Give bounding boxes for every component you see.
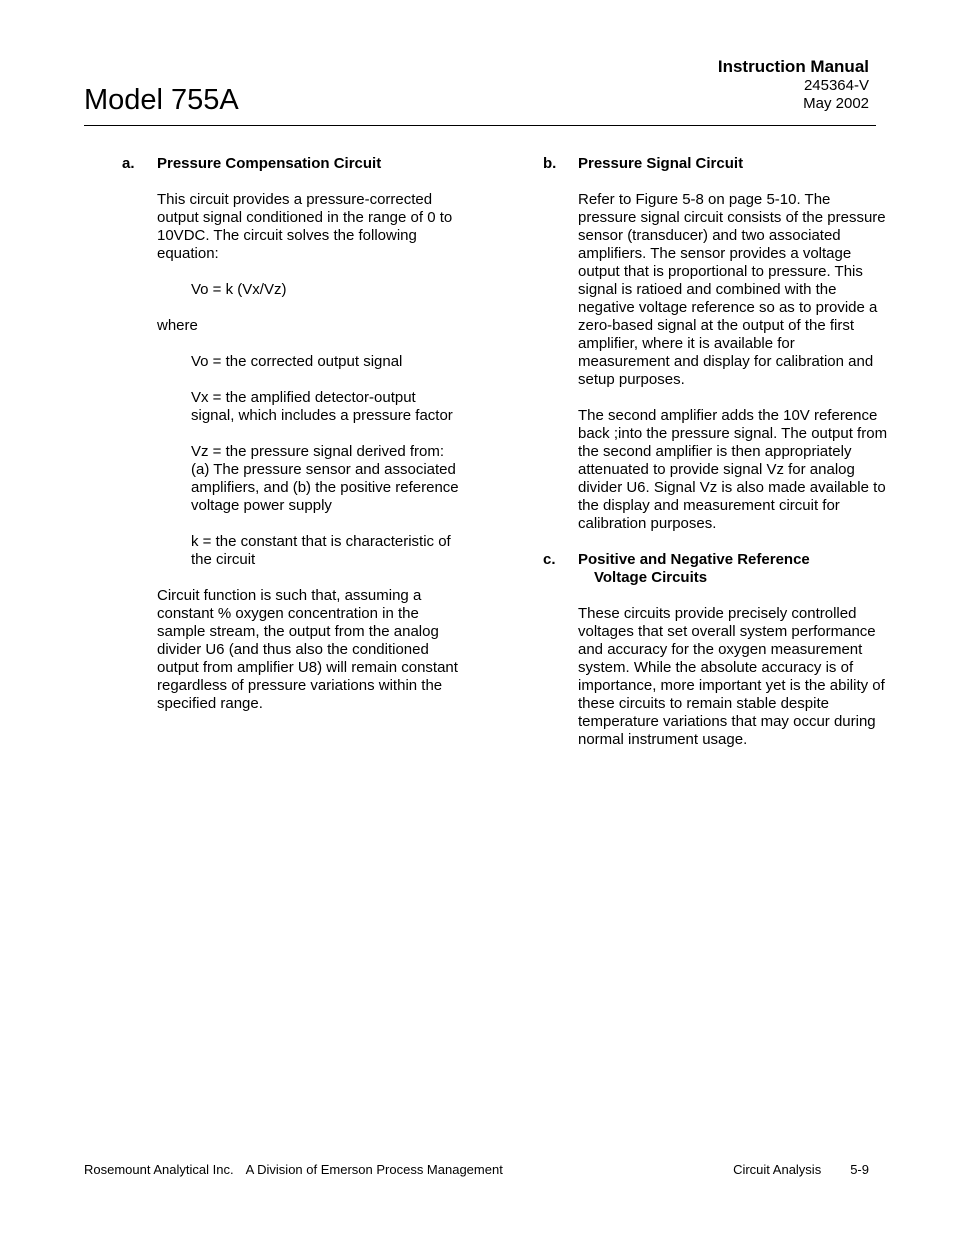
section-b-title: Pressure Signal Circuit: [578, 155, 744, 172]
footer-section: Circuit Analysis: [733, 1162, 822, 1177]
definition-vz: Vz = the pressure signal derived from: (a) The pressure sensor and associated amplifiers, and (b) the positive reference voltage power supply: [191, 443, 459, 514]
section-c-heading: [543, 551, 888, 587]
document-header: [718, 57, 869, 113]
section-c-paragraph: These circuits provide precisely controlled voltages that set overall system performance and accuracy for the oxygen measurement system. While the absolute accuracy is of importance, more important yet is the ability of these circuits to remain stable despite temperature variations that may occur during normal instrument usage.: [578, 605, 885, 748]
model-title: Model 755A: [84, 84, 239, 116]
document-date: May 2002: [803, 95, 869, 112]
right-column: [543, 155, 888, 749]
section-b-letter: b.: [543, 155, 557, 172]
definition-k: k = the constant that is characteristic of the circuit: [191, 533, 451, 568]
section-a-title: Pressure Compensation Circuit: [157, 155, 382, 172]
section-c-title-line1: Positive and Negative Reference: [578, 551, 810, 568]
definition-vx: Vx = the amplified detector-output signal, which includes a pressure factor: [191, 389, 453, 424]
definition-vo: Vo = the corrected output signal: [191, 353, 403, 370]
section-b-paragraph-2: The second amplifier adds the 10V reference back ;into the pressure signal. The output from the second amplifier is then appropriately attenuated to provide signal Vz for analog divider U6. Signal Vz is also made available to the display and measurement circuit for calibration purposes.: [578, 407, 888, 532]
footer-left: [84, 1162, 503, 1178]
section-a-closing: Circuit function is such that, assuming a constant % oxygen concentration in the sample stream, the output from the analog divider U6 (and thus also the conditioned output from amplifier U8) will remain constant regardless of pressure variations within the specified range.: [157, 587, 458, 712]
section-b-paragraph-1: Refer to Figure 5-8 on page 5-10. The pressure signal circuit consists of the pressure sensor (transducer) and two associated amplifiers. The sensor provides a voltage output that is proportional to pressure. This signal is ratioed and combined with the negative voltage reference so as to provide a zero-based signal at the output of the first amplifier, where it is available for measurement and display for calibration and setup purposes.: [578, 191, 886, 388]
equation: Vo = k (Vx/Vz): [191, 281, 287, 298]
section-c-letter: c.: [543, 551, 556, 568]
footer-company: Rosemount Analytical Inc.: [84, 1162, 234, 1177]
document-number: 245364-V: [803, 77, 869, 94]
section-b-heading: [543, 155, 888, 173]
section-c-title-line2: Voltage Circuits: [594, 569, 708, 586]
left-column: [122, 155, 462, 713]
where-label: where: [157, 317, 198, 334]
footer-division: A Division of Emerson Process Management: [245, 1162, 503, 1177]
header-divider: [84, 125, 876, 126]
section-a-intro: This circuit provides a pressure-corrected output signal conditioned in the range of 0 to 10VDC. The circuit solves the following equation:: [157, 191, 453, 262]
section-a-heading: [122, 155, 462, 173]
section-a-letter: a.: [122, 155, 135, 172]
footer-right: [733, 1162, 869, 1178]
manual-title: Instruction Manual: [717, 57, 869, 76]
page-number: 5-9: [850, 1162, 869, 1177]
